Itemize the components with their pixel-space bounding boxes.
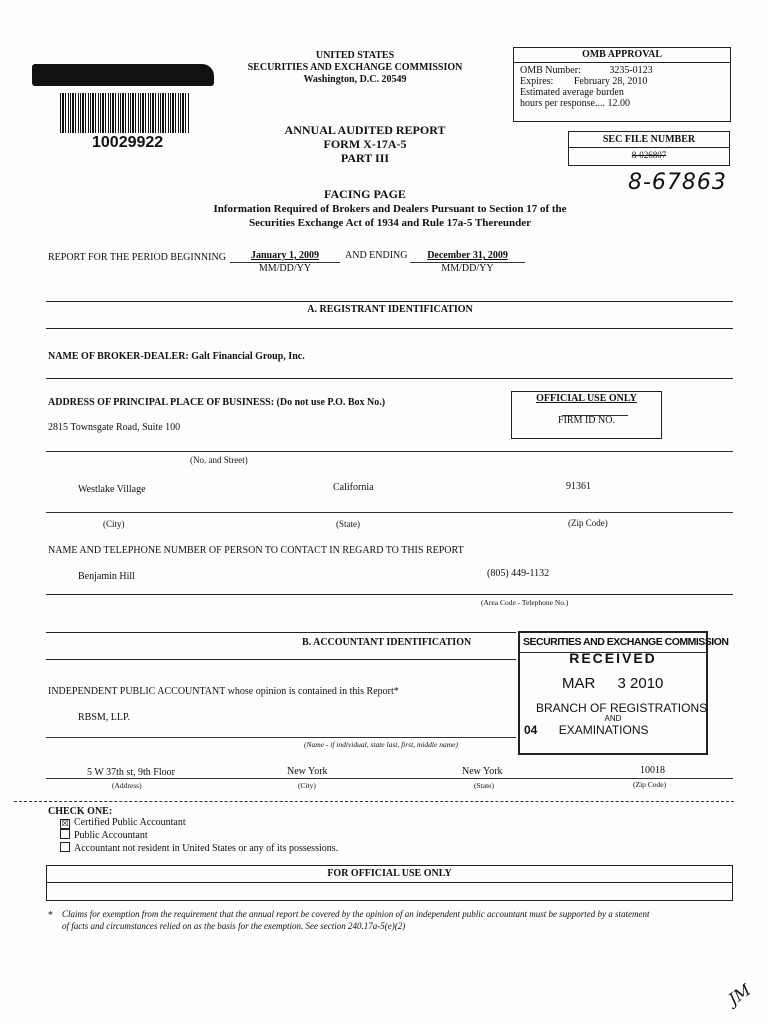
firm-id-label: FIRM ID NO.: [558, 415, 615, 426]
check-options: [60, 817, 338, 855]
phone-caption: (Area Code - Telephone No.): [481, 598, 569, 607]
contact-phone: (805) 449-1132: [487, 568, 550, 579]
omb-number-value: 3235-0123: [609, 65, 653, 76]
check-option-label: Public Accountant: [74, 830, 148, 841]
omb-number-label: OMB Number:: [520, 65, 581, 76]
zip-caption: (Zip Code): [568, 518, 608, 528]
agency-line2: SECURITIES AND EXCHANGE COMMISSION: [247, 62, 463, 73]
omb-burden-line2: hours per response.... 12.00: [520, 98, 630, 109]
check-title: CHECK ONE:: [48, 806, 113, 817]
section-a-title: A. REGISTRANT IDENTIFICATION: [307, 304, 473, 315]
period-begin-format: MM/DD/YY: [258, 263, 312, 274]
agency-line1: UNITED STATES: [315, 50, 395, 61]
accountant-label: INDEPENDENT PUBLIC ACCOUNTANT whose opinion is contained in this Report*: [48, 686, 399, 697]
barcode: [60, 93, 190, 133]
checkbox-empty-icon[interactable]: [60, 842, 70, 852]
facing-description: [130, 202, 650, 230]
state-caption: (State): [336, 519, 360, 529]
accountant-state: New York: [462, 766, 503, 777]
accountant-zip: 10018: [640, 765, 665, 776]
omb-expires-label: Expires:: [520, 76, 554, 87]
accountant-state-caption: (State): [474, 781, 494, 790]
contact-name: Benjamin Hill: [78, 571, 135, 582]
facing-line2: Securities Exchange Act of 1934 and Rule 17a-5 Thereunder: [249, 217, 531, 229]
report-line1: ANNUAL AUDITED REPORT: [284, 123, 446, 137]
facing-title: FACING PAGE: [324, 187, 406, 201]
state-value: California: [333, 482, 374, 493]
facing-line1: Information Required of Brokers and Dealers Pursuant to Section 17 of the: [213, 203, 567, 215]
address-label: ADDRESS OF PRINCIPAL PLACE OF BUSINESS: (Do not use P.O. Box No.): [48, 397, 386, 408]
period-end-format: MM/DD/YY: [441, 263, 494, 274]
footnote-line2: of facts and circumstances relied on as the basis for the exemption. See section 240.17a-5(e)(2): [62, 921, 406, 931]
stamp-received: RECEIVED: [569, 650, 657, 666]
section-a-bottom-rule: [46, 328, 733, 329]
received-stamp: [518, 631, 729, 755]
section-a-top-rule: [46, 301, 733, 302]
footnote-text: [62, 908, 732, 932]
broker-rule: [46, 378, 733, 379]
contact-label: NAME AND TELEPHONE NUMBER OF PERSON TO CONTACT IN REGARD TO THIS REPORT: [48, 545, 464, 556]
omb-number-row: [520, 65, 724, 76]
city-value: Westlake Village: [78, 484, 146, 495]
period-begin-value: January 1, 2009: [250, 250, 320, 261]
omb-burden-line1: Estimated average burden: [520, 87, 624, 98]
broker-label: NAME OF BROKER-DEALER:: [48, 351, 189, 362]
check-option-public[interactable]: [60, 829, 338, 842]
stamp-month: MAR: [562, 675, 596, 692]
stamp-line1-rule: [520, 652, 706, 653]
check-top-rule: [14, 801, 734, 802]
street-rule: [46, 451, 733, 452]
city-rule: [46, 512, 733, 513]
report-title: [240, 123, 490, 165]
omb-body: [514, 63, 730, 111]
period-end-label: AND ENDING: [345, 250, 408, 261]
accountant-name-rule: [46, 737, 516, 738]
stamp-line1: SECURITIES AND EXCHANGE COMMISSION: [523, 636, 729, 648]
stamp-exam-row: [520, 723, 706, 737]
stamp-code: 04: [524, 723, 538, 737]
check-option-label: Accountant not resident in United States or any of its possessions.: [74, 843, 339, 854]
stamp-date: [520, 675, 706, 692]
omb-title: OMB APPROVAL: [514, 48, 730, 63]
broker-row: [48, 351, 305, 362]
check-option-cpa[interactable]: [60, 817, 338, 829]
accountant-name: RBSM, LLP.: [78, 712, 130, 723]
stamp-examinations: EXAMINATIONS: [558, 723, 649, 737]
sec-file-box: [568, 131, 730, 166]
agency-header: [230, 50, 480, 86]
barcode-number: 10029922: [92, 134, 164, 151]
accountant-city-caption: (City): [298, 781, 316, 790]
check-option-label: Certified Public Accountant: [74, 817, 186, 828]
footnote-star: *: [48, 910, 53, 921]
contact-rule: [46, 594, 733, 595]
street-caption: (No. and Street): [190, 455, 248, 465]
official-use-label: OFFICIAL USE ONLY: [536, 393, 637, 404]
section-b-bottom-rule: [46, 659, 516, 660]
omb-approval-box: [513, 47, 731, 122]
footnote-line1: Claims for exemption from the requirement that the annual report be covered by the opinion of an independent public accountant must be supported by a statement: [62, 909, 650, 919]
sec-file-handwritten: 8-67863: [628, 170, 727, 195]
sec-file-title: SEC FILE NUMBER: [569, 132, 729, 148]
stamp-and: AND: [604, 714, 622, 723]
stamp-branch: BRANCH OF REGISTRATIONS: [536, 701, 708, 715]
stamp-day-year: 3 2010: [617, 675, 664, 692]
firm-id-line: [562, 415, 628, 416]
city-caption: (City): [103, 519, 125, 529]
checkbox-checked-icon[interactable]: ☒: [61, 819, 69, 828]
omb-expires-value: February 28, 2010: [573, 76, 648, 87]
street-value: 2815 Townsgate Road, Suite 100: [48, 422, 181, 433]
handwritten-initials: JM: [724, 980, 755, 1009]
accountant-city: New York: [287, 766, 328, 777]
check-option-nonresident[interactable]: [60, 842, 338, 855]
agency-line3: Washington, D.C. 20549: [303, 74, 407, 85]
official-use-bottom-box: [46, 865, 733, 901]
report-line3: PART III: [340, 151, 390, 165]
broker-name: Galt Financial Group, Inc.: [191, 351, 305, 362]
report-line2: FORM X-17A-5: [323, 137, 407, 151]
accountant-address-rule: [46, 778, 733, 779]
accountant-address-caption: (Address): [112, 781, 142, 790]
zip-value: 91361: [566, 481, 591, 492]
sec-file-struck: 8-026807: [631, 150, 667, 160]
omb-expires-row: [520, 76, 724, 87]
section-b-top-rule: [46, 632, 516, 633]
accountant-zip-caption: (Zip Code): [633, 780, 667, 789]
official-use-box: [511, 391, 662, 439]
checkbox-empty-icon[interactable]: [60, 829, 70, 839]
redaction-bar: [32, 64, 214, 86]
accountant-address: 5 W 37th st, 9th Floor: [87, 767, 175, 778]
official-use-bottom-label: FOR OFFICIAL USE ONLY: [47, 866, 732, 883]
period-begin-label: REPORT FOR THE PERIOD BEGINNING: [48, 252, 226, 263]
accountant-name-caption: (Name - if individual, state last, first, middle name): [304, 740, 458, 749]
section-b-title: B. ACCOUNTANT IDENTIFICATION: [302, 637, 472, 648]
period-end-value: December 31, 2009: [427, 250, 508, 261]
